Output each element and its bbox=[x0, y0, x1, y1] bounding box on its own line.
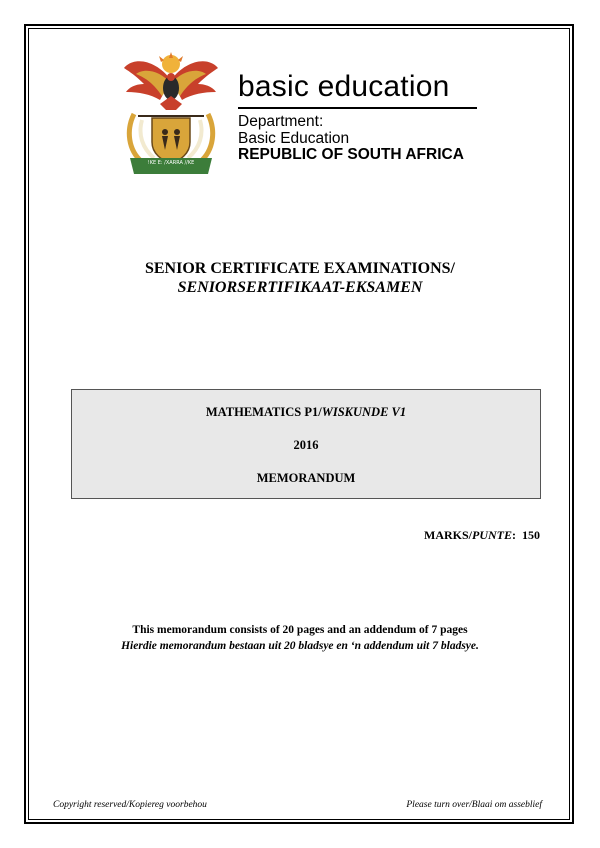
exam-year: 2016 bbox=[293, 438, 319, 452]
total-marks bbox=[424, 528, 540, 543]
subject-line bbox=[72, 405, 540, 420]
department-label: Department: bbox=[238, 113, 324, 130]
exam-title-english: SENIOR CERTIFICATE EXAMINATIONS/ bbox=[144, 260, 455, 277]
document-type: MEMORANDUM bbox=[256, 471, 356, 485]
brand-divider bbox=[238, 107, 477, 109]
logo-motto: !KE E: /XARRA //KE bbox=[147, 160, 195, 166]
exam-title-afrikaans: SENIORSERTIFIKAAT-EKSAMEN bbox=[177, 279, 423, 296]
country-name: REPUBLIC OF SOUTH AFRICA bbox=[238, 146, 464, 163]
page-count-note-english: This memorandum consists of 20 pages and an addendum of 7 pages bbox=[132, 624, 468, 636]
page-count-note-afrikaans: Hierdie memorandum bestaan uit 20 bladsye en ‘n addendum uit 7 bladsye. bbox=[121, 640, 479, 652]
subject-english: MATHEMATICS P1/ bbox=[205, 405, 322, 419]
department-name: Basic Education bbox=[238, 130, 350, 147]
subject-afrikaans: WISKUNDE V1 bbox=[321, 405, 407, 419]
brand-title: basic education bbox=[238, 70, 450, 103]
subject-box bbox=[71, 389, 541, 499]
turn-over-footer: Please turn over/Blaai om asseblief bbox=[406, 800, 542, 810]
marks-label-english: MARKS/ bbox=[424, 528, 472, 542]
marks-label-afrikaans: PUNTE bbox=[472, 528, 512, 542]
marks-value: 150 bbox=[522, 528, 540, 542]
marks-separator: : bbox=[512, 528, 522, 542]
copyright-footer: Copyright reserved/Kopiereg voorbehou bbox=[53, 800, 207, 810]
coat-of-arms-icon bbox=[116, 50, 226, 178]
